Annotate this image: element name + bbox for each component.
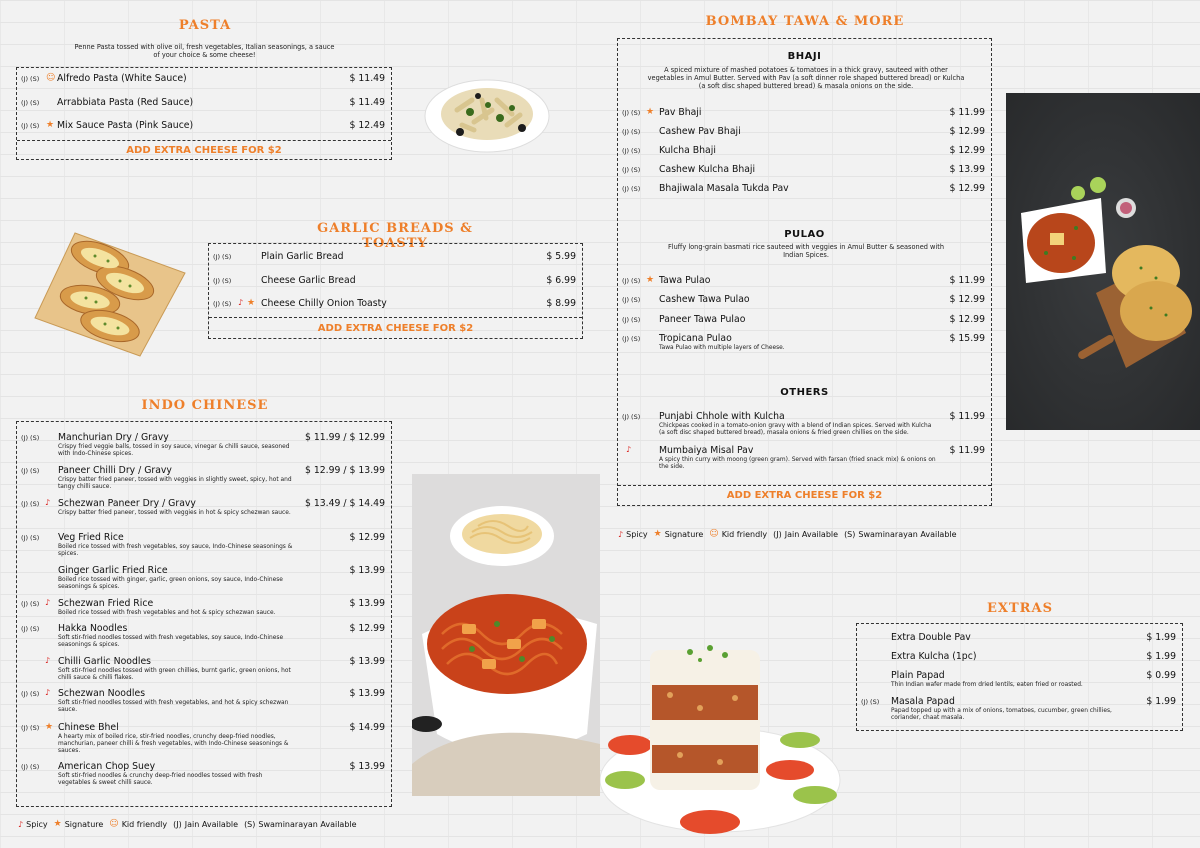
item-name: Kulcha Bhaji — [659, 145, 716, 156]
menu-item[interactable] — [618, 183, 991, 199]
bhaji-description: A spiced mixture of mashed potatoes & tomatoes in a thick gravy, sauteed with other vegetables in Amul Butter. Served with Pav (a soft dinner role shaped buttered bread) or Kulcha (a soft disc shaped buttered bread) & masala onions on the side. — [647, 66, 965, 90]
item-price: $ 11.99 — [949, 107, 985, 118]
dietary-tags: (J) (S) — [21, 625, 40, 633]
legend-swami-code: (S) — [244, 819, 256, 829]
indo-chinese-title: INDO CHINESE — [141, 398, 269, 413]
dietary-tags: (J) (S) — [622, 166, 641, 174]
item-description: Tawa Pulao with multiple layers of Cheese. — [659, 345, 785, 351]
bhaji-heading: BHAJI — [787, 51, 822, 62]
item-name: Cheese Chilly Onion Toasty — [261, 298, 387, 309]
legend-swami: Swaminarayan Available — [858, 529, 957, 539]
item-price: $ 11.99 — [949, 275, 985, 286]
item-name: Veg Fried Rice — [58, 532, 124, 543]
item-name: Masala Papad — [891, 696, 955, 707]
bombay-extra-cheese: ADD EXTRA CHEESE FOR $2 — [618, 485, 991, 505]
legend-swami-code: (S) — [844, 529, 856, 539]
extras-title: EXTRAS — [987, 601, 1053, 616]
item-price: $ 11.99 — [949, 445, 985, 456]
item-name: Extra Double Pav — [891, 632, 971, 643]
noodles-photo — [412, 474, 600, 796]
spicy-icon: ♪ — [45, 498, 51, 507]
dietary-tags: (J) (S) — [21, 690, 40, 698]
menu-item[interactable] — [857, 651, 1182, 667]
dietary-tags: (J) (S) — [21, 600, 40, 608]
item-price: $ 0.99 — [1146, 670, 1176, 681]
item-name: Tropicana Pulao — [659, 333, 732, 344]
menu-item[interactable] — [209, 275, 582, 291]
menu-item[interactable] — [618, 445, 991, 470]
legend-signature: Signature — [64, 819, 104, 829]
signature-icon: ★ — [53, 819, 62, 829]
item-description: Crispy fried veggie balls, tossed in soy sauce, vinegar & chilli sauce, seasoned with Indo-Chinese spices. — [58, 444, 290, 457]
signature-icon: ★ — [247, 298, 256, 308]
spicy-icon: ♪ — [238, 298, 244, 307]
item-name: Alfredo Pasta (White Sauce) — [57, 73, 187, 84]
dietary-tags: (J) (S) — [622, 147, 641, 155]
item-name: Schezwan Paneer Dry / Gravy — [58, 498, 196, 509]
bombay-title: BOMBAY TAWA & MORE — [705, 14, 905, 29]
menu-item[interactable] — [618, 145, 991, 161]
item-name: Cashew Kulcha Bhaji — [659, 164, 756, 175]
signature-icon: ★ — [46, 120, 55, 130]
menu-item[interactable] — [618, 126, 991, 142]
dietary-tags: (J) (S) — [213, 277, 232, 285]
item-description: Boiled rice tossed with fresh vegetables, soy sauce, Indo-Chinese seasonings & spices. — [58, 544, 293, 557]
item-name: Mix Sauce Pasta (Pink Sauce) — [57, 120, 194, 131]
garlic-bread-photo — [30, 228, 190, 358]
bombay-menu-box — [617, 38, 992, 506]
pasta-description: Penne Pasta tossed with olive oil, fresh vegetables, Italian seasonings, a sauce of your choice & some cheese! — [74, 43, 335, 59]
dietary-tags: (J) (S) — [622, 316, 641, 324]
item-description: Papad topped up with a mix of onions, tomatoes, cucumber, green chillies, coriander, chaat masala. — [891, 708, 1112, 721]
kid-friendly-icon: ☺ — [109, 819, 119, 829]
legend-jain: Jain Available — [184, 819, 239, 829]
legend-kid: Kid friendly — [121, 819, 168, 829]
item-description: Soft stir-fried noodles & crunchy deep-fried noodles tossed with fresh vegetables & sweet chilli sauce. — [58, 773, 263, 786]
item-price: $ 13.99 — [349, 656, 385, 667]
legend-swami: Swaminarayan Available — [258, 819, 357, 829]
item-name: Extra Kulcha (1pc) — [891, 651, 977, 662]
spicy-icon: ♪ — [18, 819, 24, 829]
dietary-tags: (J) (S) — [21, 434, 40, 442]
menu-item[interactable] — [209, 251, 582, 267]
menu-item[interactable] — [17, 97, 391, 113]
item-name: Chinese Bhel — [58, 722, 119, 733]
item-price: $ 11.99 / $ 12.99 — [304, 432, 385, 443]
kid-friendly-icon: ☺ — [709, 529, 719, 539]
dietary-tags: (J) (S) — [21, 724, 40, 732]
menu-item[interactable] — [618, 411, 991, 436]
item-name: Chilli Garlic Noodles — [58, 656, 152, 667]
others-heading: OTHERS — [780, 387, 829, 398]
item-price: $ 1.99 — [1146, 632, 1176, 643]
item-name: Manchurian Dry / Gravy — [58, 432, 169, 443]
item-price: $ 12.99 — [949, 294, 985, 305]
item-price: $ 15.99 — [949, 333, 985, 344]
spicy-icon: ♪ — [45, 656, 51, 665]
signature-icon: ★ — [45, 722, 54, 732]
item-name: Ginger Garlic Fried Rice — [58, 565, 168, 576]
menu-item[interactable] — [17, 120, 391, 136]
item-price: $ 13.99 — [349, 565, 385, 576]
item-price: $ 12.99 / $ 13.99 — [304, 465, 385, 476]
kid-friendly-icon: ☺ — [46, 73, 56, 83]
menu-item[interactable] — [17, 498, 391, 514]
item-price: $ 12.99 — [949, 183, 985, 194]
pasta-photo — [412, 70, 562, 156]
pulao-description: Fluffy long-grain basmati rice sauteed with veggies in Amul Butter & seasoned with Indian Spices. — [667, 243, 945, 259]
spicy-icon: ♪ — [626, 445, 632, 454]
menu-item[interactable] — [17, 656, 391, 681]
item-price: $ 1.99 — [1146, 696, 1176, 707]
signature-icon: ★ — [653, 529, 662, 539]
menu-item[interactable] — [857, 632, 1182, 648]
dietary-tags: (J) (S) — [861, 698, 880, 706]
menu-item[interactable] — [857, 670, 1182, 686]
item-mark — [238, 298, 258, 310]
item-name: Hakka Noodles — [58, 623, 128, 634]
item-name: Plain Garlic Bread — [261, 251, 344, 262]
dietary-tags: (J) (S) — [21, 500, 40, 508]
item-price: $ 13.99 — [949, 164, 985, 175]
dietary-tags: (J) (S) — [622, 413, 641, 421]
item-price: $ 13.99 — [349, 598, 385, 609]
item-description: A hearty mix of boiled rice, stir-fried noodles, crunchy deep-fried noodles, manchurian, paneer chilli & fresh vegetables, with Indo-Chinese seasonings & sauces. — [58, 734, 289, 754]
item-description: Soft stir-fried noodles tossed with green chillies, burnt garlic, green onions, hot chilli sauce & chilli flakes. — [58, 668, 291, 681]
item-name: Plain Papad — [891, 670, 945, 681]
menu-item[interactable] — [618, 107, 991, 123]
item-name: Tawa Pulao — [659, 275, 711, 286]
dietary-tags: (J) (S) — [21, 122, 40, 130]
item-price: $ 5.99 — [546, 251, 576, 262]
spicy-icon: ♪ — [618, 529, 624, 539]
item-price: $ 12.99 — [949, 314, 985, 325]
item-description: Crispy batter fried paneer, tossed with veggies in hot & spicy schezwan sauce. — [58, 510, 291, 516]
menu-item[interactable] — [857, 696, 1182, 721]
item-name: Cheese Garlic Bread — [261, 275, 356, 286]
item-price: $ 13.99 — [349, 761, 385, 772]
item-name: Cashew Tawa Pulao — [659, 294, 750, 305]
legend-jain-code: (J) — [773, 529, 782, 539]
item-price: $ 13.49 / $ 14.49 — [304, 498, 385, 509]
menu-item[interactable] — [17, 565, 391, 590]
item-name: Paneer Tawa Pulao — [659, 314, 746, 325]
legend-right — [618, 529, 957, 539]
item-price: $ 12.99 — [949, 126, 985, 137]
dietary-tags: (J) (S) — [21, 75, 40, 83]
pulao-heading: PULAO — [784, 229, 825, 240]
pasta-menu-box — [16, 67, 392, 160]
dietary-tags: (J) (S) — [622, 185, 641, 193]
item-price: $ 11.49 — [349, 73, 385, 84]
legend-jain-code: (J) — [173, 819, 182, 829]
pav-bhaji-photo — [1006, 93, 1200, 430]
legend-kid: Kid friendly — [721, 529, 768, 539]
indo-chinese-menu-box — [16, 421, 392, 807]
legend-jain: Jain Available — [784, 529, 839, 539]
dietary-tags: (J) (S) — [622, 335, 641, 343]
item-name: Mumbaiya Misal Pav — [659, 445, 754, 456]
item-price: $ 14.99 — [349, 722, 385, 733]
signature-icon: ★ — [646, 275, 655, 285]
pasta-extra-cheese: ADD EXTRA CHEESE FOR $2 — [17, 140, 391, 160]
menu-item[interactable] — [209, 298, 582, 314]
item-price: $ 12.99 — [349, 532, 385, 543]
menu-item[interactable] — [618, 164, 991, 180]
item-description: Crispy batter fried paneer, tossed with veggies in slightly sweet, spicy, hot and tangy chilli sauce. — [58, 477, 292, 490]
item-description: Soft stir-fried noodles tossed with fresh vegetables, and hot & spicy schezwan sauce. — [58, 700, 289, 713]
menu-item[interactable] — [17, 465, 391, 490]
item-price: $ 13.99 — [349, 688, 385, 699]
item-price: $ 11.99 — [949, 411, 985, 422]
item-price: $ 12.99 — [949, 145, 985, 156]
garlic-title: GARLIC BREADS & TOASTY — [317, 221, 473, 251]
legend-signature: Signature — [664, 529, 704, 539]
item-price: $ 1.99 — [1146, 651, 1176, 662]
legend-spicy: Spicy — [626, 529, 648, 539]
item-description: Boiled rice tossed with fresh vegetables and hot & spicy schezwan sauce. — [58, 610, 276, 616]
pulao-tower-photo — [600, 630, 850, 848]
menu-item[interactable] — [17, 688, 391, 713]
menu-item[interactable] — [17, 623, 391, 648]
menu-item[interactable] — [17, 598, 391, 614]
dietary-tags: (J) (S) — [213, 300, 232, 308]
garlic-extra-cheese: ADD EXTRA CHEESE FOR $2 — [209, 317, 582, 337]
item-name: Punjabi Chhole with Kulcha — [659, 411, 785, 422]
menu-item[interactable] — [17, 532, 391, 557]
item-name: Cashew Pav Bhaji — [659, 126, 741, 137]
dietary-tags: (J) (S) — [21, 99, 40, 107]
spicy-icon: ♪ — [45, 598, 51, 607]
dietary-tags: (J) (S) — [622, 296, 641, 304]
item-price: $ 6.99 — [546, 275, 576, 286]
menu-item[interactable] — [618, 294, 991, 310]
spicy-icon: ♪ — [45, 688, 51, 697]
item-price: $ 11.49 — [349, 97, 385, 108]
menu-item[interactable] — [17, 432, 391, 457]
item-description: Chickpeas cooked in a tomato-onion gravy with a blend of Indian spices. Served with Kulcha (a soft disc shaped buttered bread), masala onions & fried green chillies on the side. — [659, 423, 932, 436]
item-price: $ 8.99 — [546, 298, 576, 309]
dietary-tags: (J) (S) — [622, 109, 641, 117]
dietary-tags: (J) (S) — [21, 534, 40, 542]
item-name: Paneer Chilli Dry / Gravy — [58, 465, 172, 476]
item-description: A spicy thin curry with moong (green gram). Served with farsan (fried snack mix) & onions on the side. — [659, 457, 936, 470]
menu-item[interactable] — [17, 761, 391, 786]
pasta-title: PASTA — [178, 18, 232, 33]
item-description: Thin Indian wafer made from dried lentils, eaten fried or roasted. — [891, 682, 1083, 688]
dietary-tags: (J) (S) — [622, 277, 641, 285]
dietary-tags: (J) (S) — [21, 467, 40, 475]
menu-item[interactable] — [618, 333, 991, 349]
extras-menu-box — [856, 623, 1183, 731]
item-name: Schezwan Noodles — [58, 688, 146, 699]
item-price: $ 12.49 — [349, 120, 385, 131]
dietary-tags: (J) (S) — [213, 253, 232, 261]
menu-item[interactable] — [618, 314, 991, 330]
item-description: Boiled rice tossed with ginger, garlic, green onions, soy sauce, Indo-Chinese seasonings & spices. — [58, 577, 283, 590]
item-mark — [626, 445, 646, 457]
item-name: American Chop Suey — [58, 761, 156, 772]
dietary-tags: (J) (S) — [622, 128, 641, 136]
legend-left — [18, 819, 357, 829]
signature-icon: ★ — [646, 107, 655, 117]
menu-item[interactable] — [618, 275, 991, 291]
item-name: Schezwan Fried Rice — [58, 598, 154, 609]
menu-item[interactable] — [17, 73, 391, 89]
menu-item[interactable] — [17, 722, 391, 754]
item-name: Pav Bhaji — [659, 107, 702, 118]
item-name: Arrabbiata Pasta (Red Sauce) — [57, 97, 194, 108]
dietary-tags: (J) (S) — [21, 763, 40, 771]
legend-spicy: Spicy — [26, 819, 48, 829]
garlic-menu-box — [208, 243, 583, 339]
item-description: Soft stir-fried noodles tossed with fresh vegetables, soy sauce, Indo-Chinese seasonings & spices. — [58, 635, 284, 648]
item-price: $ 12.99 — [349, 623, 385, 634]
item-name: Bhajiwala Masala Tukda Pav — [659, 183, 789, 194]
